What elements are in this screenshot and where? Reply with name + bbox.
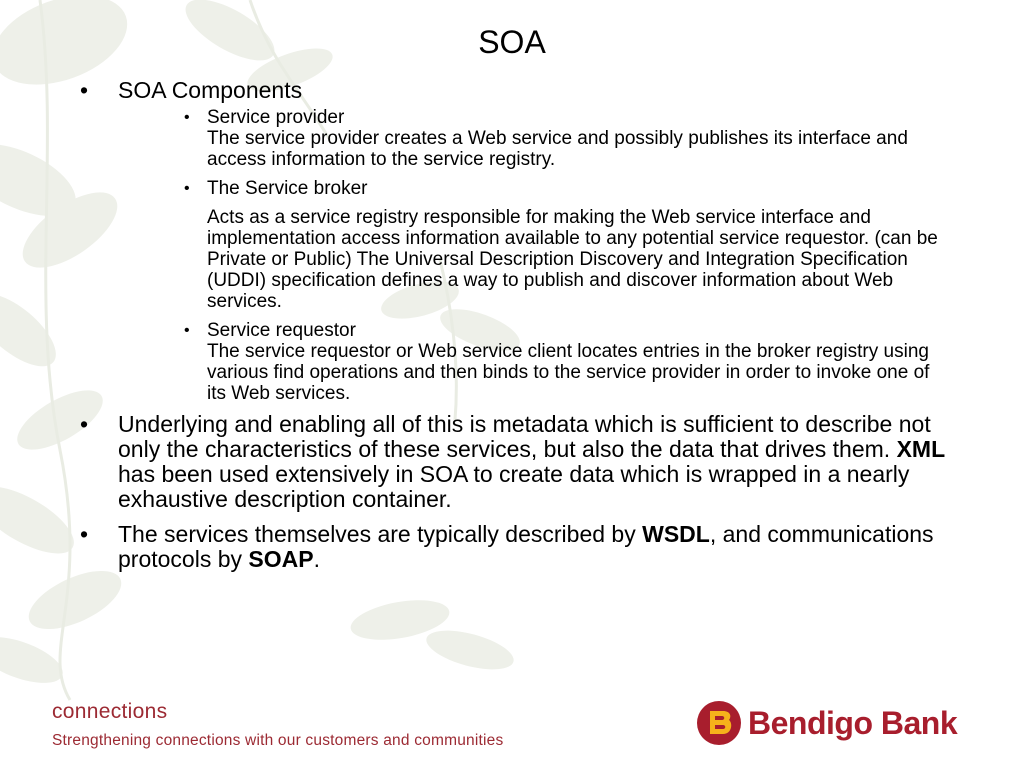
tagline-subtitle: Strengthening connections with our customers and communities [52,732,504,749]
bullet-text-continued: has been used extensively in SOA to create data which is wrapped in a nearly exhaustive description container. [118,461,910,512]
bold-term-wsdl: WSDL [642,521,710,547]
bullet-dot: • [184,322,190,339]
bullet-dot: • [184,180,190,197]
bold-term-soap: SOAP [248,546,314,572]
brand-name: Bendigo Bank [748,704,958,741]
bullet-dot: • [80,411,89,437]
bendigo-bank-emblem-icon [696,700,742,746]
bullet-text: SOA Components [118,77,303,103]
sub-bullet-description: The service requestor or Web service client locates entries in the broker registry using various find operations and then binds to the service provider in order to invoke one of its Web services. [207,341,930,404]
sub-bullet-title: Service requestor [207,320,356,341]
footer-tagline [52,700,503,752]
sub-bullet-service-requestor [78,320,948,404]
slide-body [78,78,948,582]
bullet-metadata [78,412,948,512]
bullet-text: Underlying and enabling all of this is metadata which is sufficient to describe not only the characteristics of these services, but also the data that drives them. [118,411,931,462]
tagline-word: connections [52,700,168,723]
bullet-dot: • [80,521,89,547]
sub-bullet-description: The service provider creates a Web service and possibly publishes its interface and access information to the service registry. [207,128,908,170]
sub-bullet-title: The Service broker [207,178,368,199]
bullet-dot: • [80,77,89,103]
slide-title: SOA [478,24,546,60]
bullet-text-continued: , and communications protocols by [118,521,934,572]
sub-bullet-service-broker [78,178,948,199]
sub-bullet-title: Service provider [207,107,345,128]
bullet-text: The services themselves are typically described by [118,521,643,547]
bullet-text-end: . [313,546,320,572]
sub-bullet-description: Acts as a service registry responsible for making the Web service interface and implementation access information available to any potential service requestor. (can be Private or Public) The Universal Description Discovery and Integration Specification (UDDI) specification defines a way to publish and discover information about Web services. [207,207,938,312]
bendigo-bank-logo [696,698,957,748]
sub-bullet-service-provider [78,107,948,170]
bullet-dot: • [184,109,190,126]
bullet-soa-components [78,78,948,103]
bold-term-xml: XML [896,436,946,462]
bullet-services-described [78,522,948,572]
